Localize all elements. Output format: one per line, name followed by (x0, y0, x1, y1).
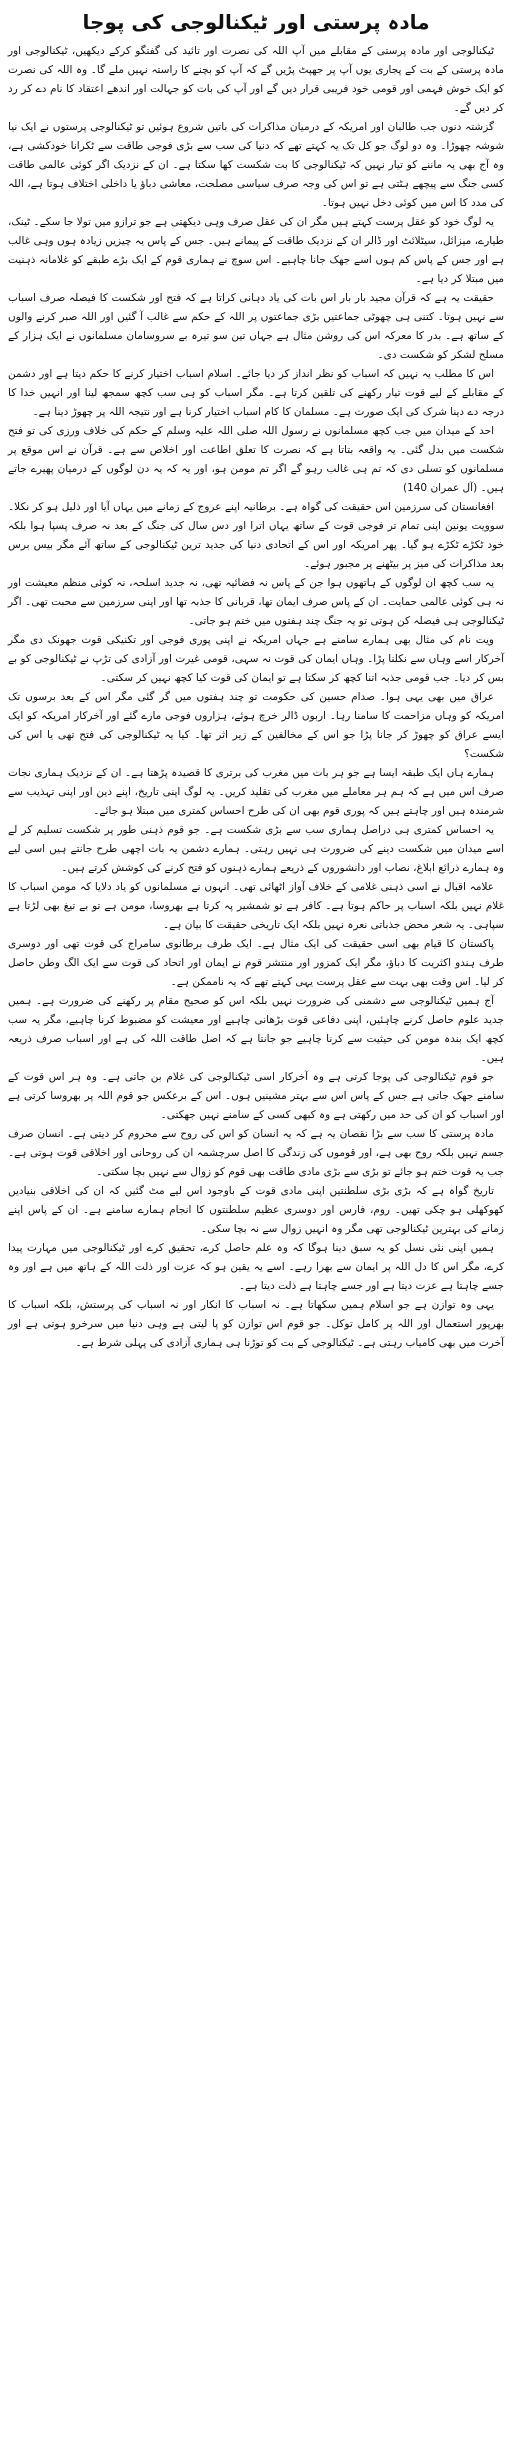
article-paragraph: اس کا مطلب یہ نہیں کہ اسباب کو نظر انداز کر دیا جائے۔ اسلام اسباب اختیار کرنے کا حکم دیتا ہے اور دشمن کے مقابلے کے لیے قوت تیار رکھنے کی تلقین کرتا ہے۔ مگر اسباب کو ہی سب کچھ سمجھ لینا اور انہیں خدا کا درجہ دے دینا شرک کی ایک صورت ہے۔ مسلمان کا کام اسباب اختیار کرنا ہے اور نتیجہ اللہ پر چھوڑ دینا ہے۔ (8, 368, 504, 418)
article-paragraph: یہ احساس کمتری ہی دراصل ہماری سب سے بڑی شکست ہے۔ جو قوم ذہنی طور پر شکست تسلیم کر لے اسے میدان میں شکست دینے کی ضرورت ہی نہیں رہتی۔ ہمارے دشمن یہ بات اچھی طرح جانتے ہیں اسی لیے وہ ہمارے ذرائع ابلاغ، نصاب اور دانشوروں کے ذریعے ہمارے ذہنوں کو فتح کرنے کی کوشش کرتے ہیں۔ (8, 824, 504, 874)
article-paragraph: ہمارے ہاں ایک طبقہ ایسا ہے جو ہر بات میں مغرب کی برتری کا قصیدہ پڑھتا ہے۔ ان کے نزدیک ہماری نجات صرف اس میں ہے کہ ہم ہر معاملے میں مغرب کی تقلید کریں۔ یہ لوگ اپنی تاریخ، اپنے دین اور اپنی تہذیب سے شرمندہ ہیں اور چاہتے ہیں کہ پوری قوم بھی ان کی طرح احساس کمتری میں مبتلا ہو جائے۔ (8, 767, 504, 817)
article-paragraph: آج ہمیں ٹیکنالوجی سے دشمنی کی ضرورت نہیں بلکہ اس کو صحیح مقام پر رکھنے کی ضرورت ہے۔ ہمیں جدید علوم حاصل کرنے چاہئیں، اپنی دفاعی قوت بڑھانی چاہیے اور معیشت کو مضبوط کرنا چاہیے، مگر یہ سب کچھ ایک بندہ مومن کی حیثیت سے کرنا چاہیے جو جانتا ہے کہ اصل طاقت اللہ کی ہے اور اسباب صرف ذریعہ ہیں۔ (8, 995, 504, 1064)
article-paragraph: یہی وہ توازن ہے جو اسلام ہمیں سکھاتا ہے۔ نہ اسباب کا انکار اور نہ اسباب کی پرستش، بلکہ اسباب کا بھرپور استعمال اور اللہ پر کامل توکل۔ جو قوم اس توازن کو پا لیتی ہے وہی دنیا میں سرخرو ہوتی ہے اور آخرت میں بھی کامیاب رہتی ہے۔ ٹیکنالوجی کے بت کو توڑنا ہی ہماری آزادی کی پہلی شرط ہے۔ (8, 1299, 504, 1349)
article-paragraph: احد کے میدان میں جب کچھ مسلمانوں نے رسول اللہ صلی اللہ علیہ وسلم کے حکم کی خلاف ورزی کی تو فتح شکست میں بدل گئی۔ یہ واقعہ بتاتا ہے کہ نصرت کا تعلق اطاعت اور اخلاص سے ہے۔ قرآن نے اس موقع پر مسلمانوں کو تسلی دی کہ تم ہی غالب رہو گے اگر تم مومن ہو، اور یہ کہ یہ دن لوگوں کے درمیان پھیرے جاتے ہیں۔ (آل عمران 140) (8, 425, 504, 494)
article-paragraph: پاکستان کا قیام بھی اسی حقیقت کی ایک مثال ہے۔ ایک طرف برطانوی سامراج کی قوت تھی اور دوسری طرف ہندو اکثریت کا دباؤ، مگر ایک کمزور اور منتشر قوم نے ایمان اور اتحاد کی قوت سے ایک الگ وطن حاصل کر لیا۔ اس وقت بھی بہت سے عقل پرست یہی کہتے تھے کہ یہ ناممکن ہے۔ (8, 938, 504, 988)
article-paragraph: عراق میں بھی یہی ہوا۔ صدام حسین کی حکومت تو چند ہفتوں میں گر گئی مگر اس کے بعد برسوں تک امریکہ کو وہاں مزاحمت کا سامنا رہا۔ اربوں ڈالر خرچ ہوئے، ہزاروں فوجی مارے گئے اور آخرکار امریکہ کو ایک ایسے عراق کو چھوڑ کر جانا پڑا جو اس کے مخالفین کے زیر اثر تھا۔ کیا یہ ٹیکنالوجی کی فتح تھی یا اس کی شکست؟ (8, 691, 504, 760)
article-paragraph: ویت نام کی مثال بھی ہمارے سامنے ہے جہاں امریکہ نے اپنی پوری فوجی اور تکنیکی قوت جھونک دی مگر آخرکار اسے وہاں سے نکلنا پڑا۔ وہاں ایمان کی قوت نہ سہی، قومی غیرت اور آزادی کی تڑپ نے ٹیکنالوجی کو بے بس کر دیا۔ جب قومی جذبہ اتنا کچھ کر سکتا ہے تو ایمان کی قوت کیا کچھ نہیں کر سکتی۔ (8, 634, 504, 684)
article-paragraph: یہ سب کچھ ان لوگوں کے ہاتھوں ہوا جن کے پاس نہ فضائیہ تھی، نہ جدید اسلحہ، نہ کوئی منظم معیشت اور نہ ہی کوئی عالمی حمایت۔ ان کے پاس صرف ایمان تھا، قربانی کا جذبہ تھا اور اپنی سرزمین سے محبت تھی۔ اگر ٹیکنالوجی ہی فیصلہ کن ہوتی تو یہ جنگ چند ہفتوں میں ختم ہو جاتی۔ (8, 577, 504, 627)
article-paragraph: ٹیکنالوجی اور مادہ پرستی کے مقابلے میں آپ اللہ کی نصرت اور تائید کی گفتگو کرکے دیکھیں، ٹیکنالوجی اور مادہ پرستی کے بت کے پجاری یوں آپ پر جھپٹ پڑیں گے کہ آپ کو بچنے کا راستہ نہیں ملے گا۔ وہ اللہ کی نصرت کو ایک خوش فہمی اور قومی خود فریبی قرار دیں گے اور آپ کی بات کو جہالت اور اندھے اعتقاد کا نام دے کر رد کر دیں گے۔ (8, 45, 504, 114)
article-paragraph: تاریخ گواہ ہے کہ بڑی بڑی سلطنتیں اپنی مادی قوت کے باوجود اس لیے مٹ گئیں کہ ان کی اخلاقی بنیادیں کھوکھلی ہو چکی تھیں۔ روم، فارس اور دوسری عظیم سلطنتوں کا انجام ہمارے سامنے ہے۔ ان کے پاس اپنے زمانے کی بہترین ٹیکنالوجی تھی مگر وہ انہیں زوال سے نہ بچا سکی۔ (8, 1185, 504, 1235)
article-paragraph: ہمیں اپنی نئی نسل کو یہ سبق دینا ہوگا کہ وہ علم حاصل کرے، تحقیق کرے اور ٹیکنالوجی میں مہارت پیدا کرے، مگر اس کا دل اللہ پر ایمان سے بھرا رہے۔ اسے یہ یقین ہو کہ عزت اور ذلت اللہ کے ہاتھ میں ہے اور وہ جسے چاہتا ہے عزت دیتا ہے اور جسے چاہتا ہے ذلت دیتا ہے۔ (8, 1242, 504, 1292)
article-title: مادہ پرستی اور ٹیکنالوجی کی پوجا (82, 10, 430, 34)
article-paragraph: افغانستان کی سرزمین اس حقیقت کی گواہ ہے۔ برطانیہ اپنے عروج کے زمانے میں یہاں آیا اور ذلیل ہو کر نکلا۔ سوویت یونین اپنی تمام تر فوجی قوت کے ساتھ یہاں اترا اور دس سال کی جنگ کے بعد نہ صرف پسپا ہوا بلکہ خود ٹکڑے ٹکڑے ہو گیا۔ پھر امریکہ اور اس کے اتحادی دنیا کی جدید ترین ٹیکنالوجی کے ساتھ آئے مگر بیس برس بعد مذاکرات کی میز پر بیٹھنے پر مجبور ہوئے۔ (8, 501, 504, 570)
article (8, 0, 504, 1353)
article-paragraph: جو قوم ٹیکنالوجی کی پوجا کرتی ہے وہ آخرکار اسی ٹیکنالوجی کی غلام بن جاتی ہے۔ وہ ہر اس قوت کے سامنے جھک جاتی ہے جس کے پاس اس سے بہتر مشینیں ہوں۔ اس کے برعکس جو قوم اللہ پر بھروسا کرتی ہے اور اسباب کو ان کی حد میں رکھتی ہے وہ کبھی کسی کے سامنے نہیں جھکتی۔ (8, 1071, 504, 1121)
article-paragraph: علامہ اقبال نے اسی ذہنی غلامی کے خلاف آواز اٹھائی تھی۔ انہوں نے مسلمانوں کو یاد دلایا کہ مومن اسباب کا غلام نہیں بلکہ اسباب پر حاکم ہوتا ہے۔ کافر ہے تو شمشیر پہ کرتا ہے بھروسا، مومن ہے تو بے تیغ بھی لڑتا ہے سپاہی۔ یہ شعر محض جذباتی نعرہ نہیں بلکہ ایک تاریخی حقیقت کا بیان ہے۔ (8, 881, 504, 931)
article-paragraph: گزشتہ دنوں جب طالبان اور امریکہ کے درمیان مذاکرات کی باتیں شروع ہوئیں تو ٹیکنالوجی پرستوں نے ایک نیا شوشہ چھوڑا۔ وہ دو لوگ جو کل تک یہ کہتے تھے کہ دنیا کی سب سے بڑی فوجی طاقت سے ٹکرانا خودکشی ہے، وہ آج بھی یہ ماننے کو تیار نہیں کہ ٹیکنالوجی کا بت شکست کھا سکتا ہے۔ ان کے نزدیک اگر کوئی عالمی طاقت کسی جنگ سے پیچھے ہٹتی ہے تو اس کی وجہ صرف سیاسی مصلحت، معاشی دباؤ یا داخلی اختلاف ہوتا ہے، اللہ کی مدد کا اس میں کوئی دخل نہیں ہوتا۔ (8, 121, 504, 209)
article-paragraph: یہ لوگ خود کو عقل پرست کہتے ہیں مگر ان کی عقل صرف وہی دیکھتی ہے جو ترازو میں تولا جا سکے۔ ٹینک، طیارے، میزائل، سیٹلائٹ اور ڈالر ان کے نزدیک طاقت کے پیمانے ہیں۔ جس کے پاس یہ چیزیں زیادہ ہوں وہی غالب ہے اور جس کے پاس کم ہوں اسے جھک جانا چاہیے۔ اس سوچ نے ہماری قوم کے ایک بڑے طبقے کو غلامانہ ذہنیت میں مبتلا کر دیا ہے۔ (8, 216, 504, 285)
article-paragraph: حقیقت یہ ہے کہ قرآن مجید بار بار اس بات کی یاد دہانی کراتا ہے کہ فتح اور شکست کا فیصلہ صرف اسباب سے نہیں ہوتا۔ کتنی ہی چھوٹی جماعتیں بڑی جماعتوں پر اللہ کے حکم سے غالب آ گئیں اور اللہ صبر کرنے والوں کے ساتھ ہے۔ بدر کا معرکہ اس کی روشن مثال ہے جہاں تین سو تیرہ بے سروسامان مسلمانوں نے ایک ہزار کے مسلح لشکر کو شکست دی۔ (8, 292, 504, 361)
article-body (8, 42, 504, 1353)
article-paragraph: مادہ پرستی کا سب سے بڑا نقصان یہ ہے کہ یہ انسان کو اس کی روح سے محروم کر دیتی ہے۔ انسان صرف جسم نہیں بلکہ روح بھی ہے، اور قوموں کی زندگی کا اصل سرچشمہ ان کی روحانی اور اخلاقی قوت ہوتی ہے۔ جب یہ قوت ختم ہو جائے تو بڑی سے بڑی مادی طاقت بھی قوم کو زوال سے نہیں بچا سکتی۔ (8, 1128, 504, 1178)
